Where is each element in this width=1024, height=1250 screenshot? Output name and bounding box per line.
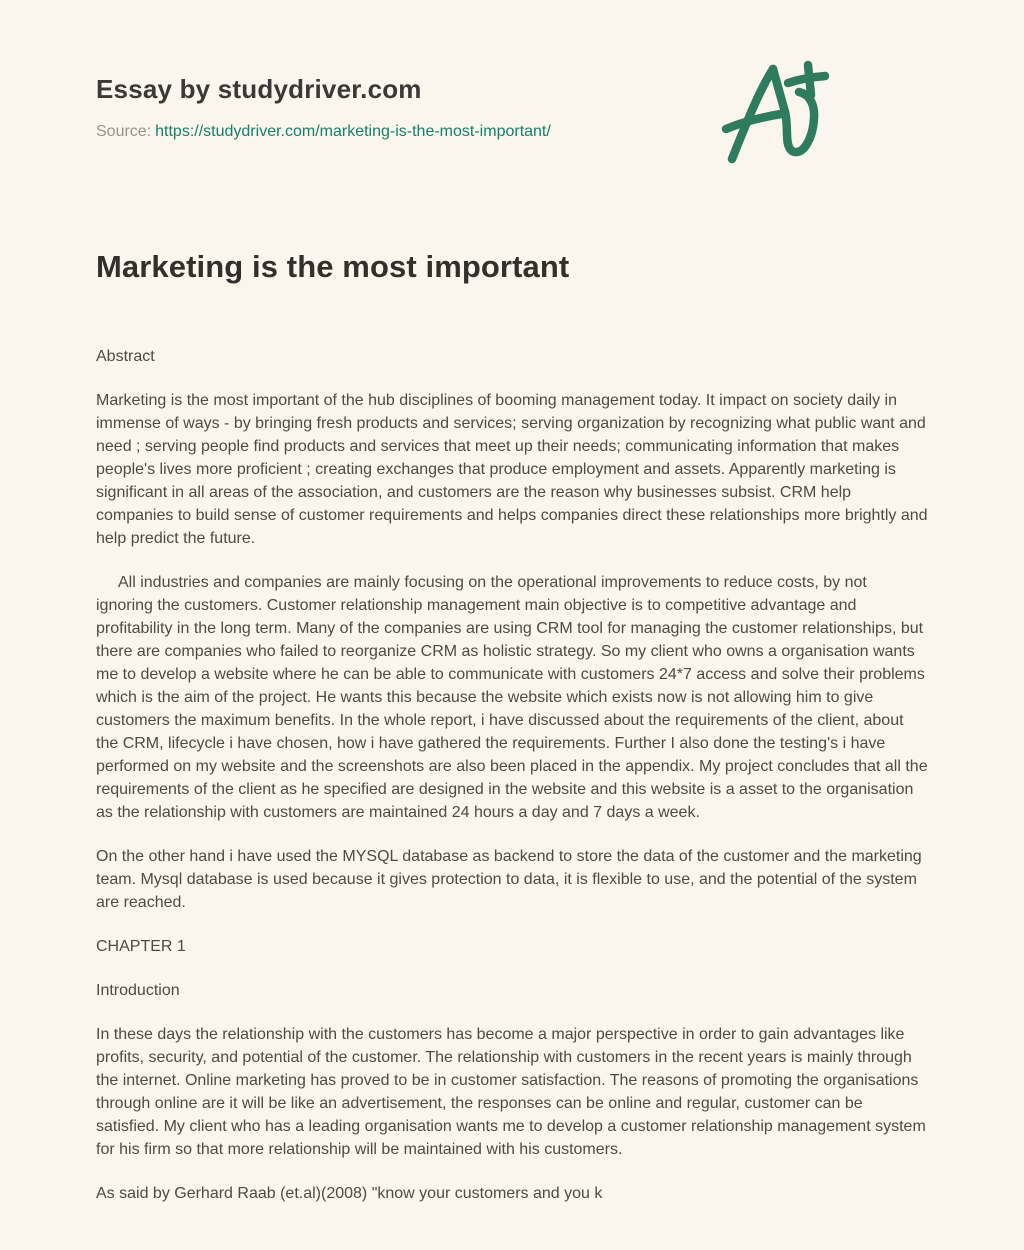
section-heading-abstract: Abstract (96, 348, 155, 365)
introduction-paragraph-2-truncated: As said by Gerhard Raab (et.al)(2008) "know your customers and you k (96, 1185, 603, 1202)
section-heading-chapter-1: CHAPTER 1 (96, 938, 186, 955)
studydriver-a-plus-logo-icon (718, 58, 838, 166)
abstract-paragraph-1: Marketing is the most important of the hub disciplines of booming management today. It impact on society daily in immense of ways - by bringing fresh products and services; serving organization by recognizing what public want and need ; serving people find products and services that meet up their needs; communicating information that makes people's lives more proficient ; creating exchanges that produce employment and assets. Apparently marketing is significant in all areas of the association, and customers are the reason why businesses subsist. CRM help companies to build sense of customer requirements and helps companies direct these relationships more brightly and help predict the future. (96, 392, 928, 547)
introduction-paragraph-1: In these days the relationship with the customers has become a major perspective in order to gain advantages like profits, security, and potential of the customer. The relationship with customers in the recent years is mainly through the internet. Online marketing has proved to be in customer satisfaction. The reasons of promoting the organisations through online are it will be like an advertisement, the responses can be online and regular, customer can be satisfied. My client who has a leading organisation wants me to develop a customer relationship management system for his firm so that more relationship will be maintained with his customers. (96, 1026, 926, 1158)
document-body (96, 345, 928, 1205)
source-url-link[interactable]: https://studydriver.com/marketing-is-the-most-important/ (155, 123, 551, 140)
document-title: Marketing is the most important (96, 249, 570, 284)
section-heading-introduction: Introduction (96, 982, 180, 999)
source-label: Source: (96, 123, 152, 140)
essay-page (96, 0, 928, 1205)
brand-title: Essay by studydriver.com (96, 74, 422, 104)
abstract-paragraph-3: On the other hand i have used the MYSQL database as backend to store the data of the customer and the marketing team. Mysql database is used because it gives protection to data, it is flexible to use, and the potential of the system are reached. (96, 848, 922, 911)
abstract-paragraph-2: All industries and companies are mainly focusing on the operational improvements to reduce costs, by not ignoring the customers. Customer relationship management main objective is to competitive advantage and profitability in the long term. Many of the companies are using CRM tool for managing the customer relationships, but there are companies who failed to reorganize CRM as holistic strategy. So my client who owns a organisation wants me to develop a website where he can be able to communicate with customers 24*7 access and solve their problems which is the aim of the project. He wants this because the website which exists now is not allowing him to give customers the maximum benefits. In the whole report, i have discussed about the requirements of the client, about the CRM, lifecycle i have chosen, how i have gathered the requirements. Further I also done the testing's i have performed on my website and the screenshots are also been placed in the appendix. My project concludes that all the requirements of the client as he specified are designed in the website and this website is a asset to the organisation as the relationship with customers are maintained 24 hours a day and 7 days a week. (96, 574, 928, 821)
